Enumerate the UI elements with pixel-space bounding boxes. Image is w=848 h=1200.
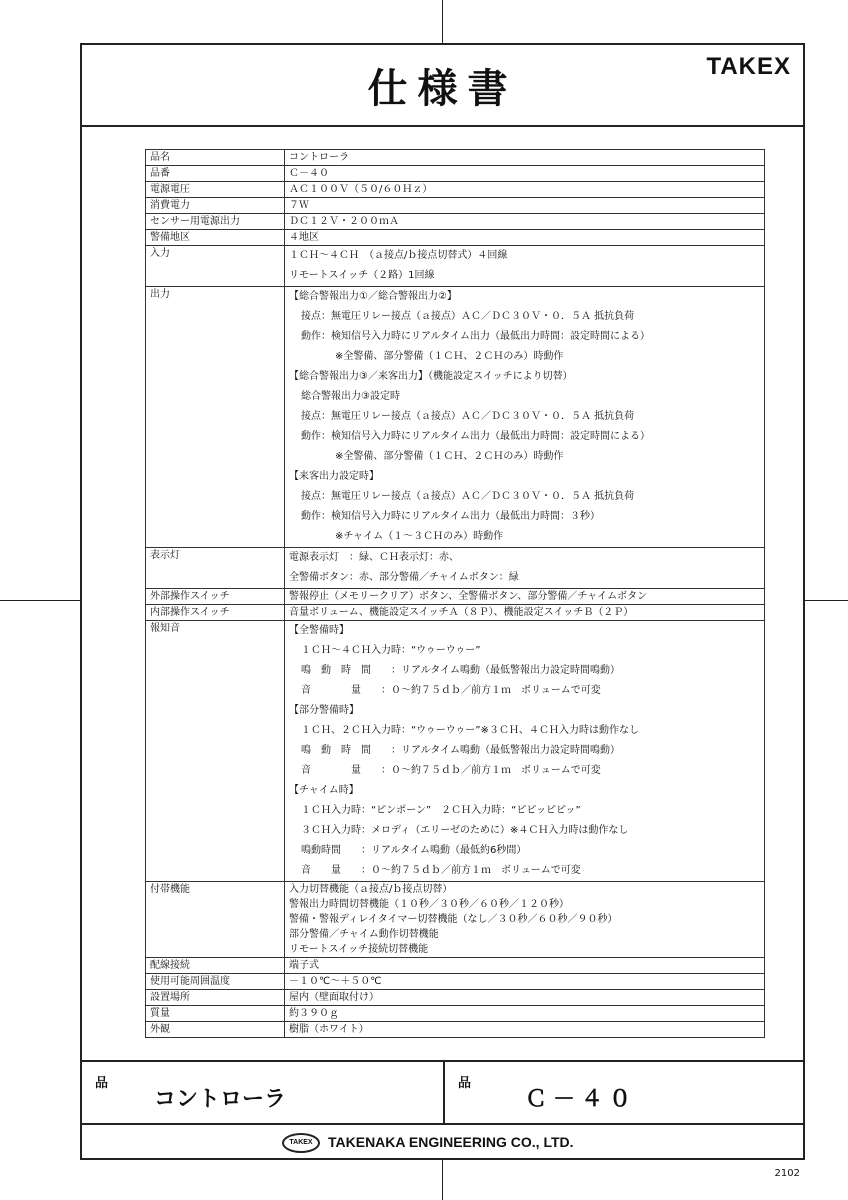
spec-value <box>285 198 765 214</box>
spec-value <box>285 990 765 1006</box>
spec-row <box>146 214 765 230</box>
spec-label: 使用可能周囲温度 <box>146 974 285 990</box>
spec-table <box>145 149 765 1038</box>
spec-value-line: １ＣＨ、２ＣＨ入力時：“ウゥーウゥー”※３ＣＨ、４ＣＨ入力時は動作なし <box>301 725 639 736</box>
spec-label: 設置場所 <box>146 990 285 1006</box>
spec-value-line: 音 量 ：０～約７５ｄｂ／前方１ｍ ボリュームで可変 <box>301 765 601 776</box>
spec-value <box>285 214 765 230</box>
spec-value-line: 警備・警報ディレイタイマー切替機能（なし／３０秒／６０秒／９０秒） <box>289 914 618 925</box>
spec-label: 配線接続 <box>146 958 285 974</box>
spec-row <box>146 621 765 882</box>
spec-value-line: 部分警備／チャイム動作切替機能 <box>289 929 439 940</box>
spec-value <box>285 958 765 974</box>
spec-value-line: 【総合警報出力③／来客出力】（機能設定スイッチにより切替） <box>289 371 573 382</box>
spec-value-line: 接点：無電圧リレー接点（ａ接点）ＡＣ／ＤＣ３０Ｖ・０．５Ａ 抵抗負荷 <box>301 411 635 422</box>
spec-value-line: リモートスイッチ接続切替機能 <box>289 944 429 955</box>
spec-value-line: 総合警報出力③設定時 <box>301 391 400 402</box>
spec-value-line: 約３９０ｇ <box>289 1008 339 1019</box>
spec-value-line: 音 量 ：０～約７５ｄｂ／前方１ｍ ボリュームで可変 <box>301 685 601 696</box>
spec-value-line: 【来客出力設定時】 <box>289 471 379 482</box>
product-code-mark: 品 <box>458 1076 472 1091</box>
spec-value-line: －１０℃～＋５０℃ <box>289 976 382 987</box>
document-title: 仕様書 <box>367 66 518 112</box>
spec-value <box>285 166 765 182</box>
spec-row <box>146 287 765 548</box>
spec-value <box>285 150 765 166</box>
spec-value-line: 【総合警報出力①／総合警報出力②】 <box>289 291 457 302</box>
spec-value-line: ＡＣ１００Ｖ（５０/６０Ｈｚ） <box>289 184 433 195</box>
spec-value-line: １ＣＨ～４ＣＨ入力時：“ウゥーウゥー” <box>301 645 481 656</box>
company-logo-icon: TAKEX <box>282 1133 320 1153</box>
spec-row <box>146 990 765 1006</box>
spec-value-line: 動作：検知信号入力時にリアルタイム出力（最低出力時間：設定時間による） <box>301 431 650 442</box>
spec-value-line: 動作：検知信号入力時にリアルタイム出力（最低出力時間：設定時間による） <box>301 331 650 342</box>
spec-value-line: コントローラ <box>289 152 349 163</box>
spec-label: 質量 <box>146 1006 285 1022</box>
sheet-header <box>82 45 803 127</box>
spec-value-line: １ＣＨ～４ＣＨ （ａ接点/ｂ接点切替式）４回線 <box>289 250 508 261</box>
spec-label: 外部操作スイッチ <box>146 589 285 605</box>
spec-label: 表示灯 <box>146 548 285 589</box>
spec-value-line: 【部分警備時】 <box>289 705 359 716</box>
spec-row <box>146 230 765 246</box>
spec-value-line: 電源表示灯 ：緑、ＣＨ表示灯：赤、 <box>289 552 459 563</box>
spec-row <box>146 150 765 166</box>
spec-value-line: ※全警備、部分警備（１ＣＨ、２ＣＨのみ）時動作 <box>335 351 564 362</box>
spec-value-line: 端子式 <box>289 960 319 971</box>
spec-row <box>146 166 765 182</box>
spec-row <box>146 605 765 621</box>
product-name-value: コントローラ <box>154 1087 287 1112</box>
spec-value-line: ４地区 <box>289 232 319 243</box>
company-name: TAKENAKA ENGINEERING CO., LTD. <box>328 1134 574 1150</box>
spec-value-line: 接点：無電圧リレー接点（ａ接点）ＡＣ／ＤＣ３０Ｖ・０．５Ａ 抵抗負荷 <box>301 311 635 322</box>
spec-value <box>285 882 765 958</box>
spec-value-line: 音 量 ：０～約７５ｄｂ／前方１ｍ ボリュームで可変 <box>301 865 581 876</box>
company-bar <box>82 1123 803 1160</box>
spec-value <box>285 287 765 548</box>
spec-row <box>146 182 765 198</box>
spec-value-line: １ＣＨ入力時：“ピンポーン” ２ＣＨ入力時：“ピピッピピッ” <box>301 805 581 816</box>
spec-sheet <box>80 43 805 1160</box>
spec-value-line: 鳴 動 時 間 ：リアルタイム鳴動（最低警報出力設定時間鳴動） <box>301 745 620 756</box>
registration-mark-bottom <box>442 1160 443 1200</box>
spec-label: 消費電力 <box>146 198 285 214</box>
spec-label: 付帯機能 <box>146 882 285 958</box>
spec-row <box>146 589 765 605</box>
spec-row <box>146 882 765 958</box>
spec-row <box>146 1022 765 1038</box>
spec-label: 内部操作スイッチ <box>146 605 285 621</box>
spec-value <box>285 246 765 287</box>
spec-label: 電源電圧 <box>146 182 285 198</box>
spec-row <box>146 1006 765 1022</box>
spec-value-line: ※チャイム（１～３ＣＨのみ）時動作 <box>335 531 504 542</box>
spec-value-line: 樹脂（ホワイト） <box>289 1024 369 1035</box>
spec-value-line: 警報停止（メモリークリア）ボタン、全警備ボタン、部分警備／チャイムボタン <box>289 591 648 602</box>
spec-row <box>146 548 765 589</box>
spec-value <box>285 621 765 882</box>
spec-value-line: ３ＣＨ入力時：メロディ（エリーゼのために）※４ＣＨ入力時は動作なし <box>301 825 629 836</box>
spec-value-line: 全警備ボタン：赤、部分警備／チャイムボタン：緑 <box>289 572 519 583</box>
spec-row <box>146 198 765 214</box>
spec-row <box>146 974 765 990</box>
spec-value-line: 警報出力時間切替機能（１０秒／３０秒／６０秒／１２０秒） <box>289 899 569 910</box>
spec-label: センサー用電源出力 <box>146 214 285 230</box>
spec-value-line: ※全警備、部分警備（１ＣＨ、２ＣＨのみ）時動作 <box>335 451 564 462</box>
spec-value <box>285 605 765 621</box>
registration-mark-top <box>442 0 443 43</box>
spec-value-line: 屋内（壁面取付け） <box>289 992 379 1003</box>
document-code: 2102 <box>774 1168 800 1179</box>
product-code-value: Ｃ－４０ <box>525 1087 638 1112</box>
registration-mark-right <box>805 600 848 601</box>
product-name-box <box>82 1062 445 1125</box>
product-code-box <box>445 1062 803 1125</box>
spec-value-line: 接点：無電圧リレー接点（ａ接点）ＡＣ／ＤＣ３０Ｖ・０．５Ａ 抵抗負荷 <box>301 491 635 502</box>
spec-value-line: 【チャイム時】 <box>289 785 359 796</box>
spec-value-line: 鳴動時間 ：リアルタイム鳴動（最低約6秒間） <box>301 845 527 856</box>
spec-value-line: Ｃ－４０ <box>289 168 329 179</box>
spec-value-line: ＤＣ１２Ｖ・２００ｍＡ <box>289 216 399 227</box>
spec-value <box>285 548 765 589</box>
spec-value-line: 入力切替機能（ａ接点/ｂ接点切替） <box>289 884 453 895</box>
spec-value <box>285 230 765 246</box>
spec-value <box>285 1006 765 1022</box>
product-name-mark: 品 <box>95 1076 109 1091</box>
registration-mark-left <box>0 600 80 601</box>
spec-value-line: 【全警備時】 <box>289 625 349 636</box>
spec-row <box>146 246 765 287</box>
spec-label: 入力 <box>146 246 285 287</box>
spec-label: 報知音 <box>146 621 285 882</box>
spec-value-line: 音量ボリューム、機能設定スイッチＡ（８Ｐ）、機能設定スイッチＢ（２Ｐ） <box>289 607 634 618</box>
spec-value <box>285 182 765 198</box>
spec-label: 警備地区 <box>146 230 285 246</box>
brand-logo: TAKEX <box>706 53 791 80</box>
spec-value-line: 動作：検知信号入力時にリアルタイム出力（最低出力時間：３秒） <box>301 511 600 522</box>
footer-row <box>82 1060 803 1125</box>
spec-row <box>146 958 765 974</box>
spec-value <box>285 974 765 990</box>
spec-value-line: ７Ｗ <box>289 200 309 211</box>
spec-label: 出力 <box>146 287 285 548</box>
spec-label: 外観 <box>146 1022 285 1038</box>
spec-label: 品番 <box>146 166 285 182</box>
spec-value-line: リモートスイッチ（２路）1回線 <box>289 270 435 281</box>
spec-label: 品名 <box>146 150 285 166</box>
spec-value <box>285 1022 765 1038</box>
spec-value-line: 鳴 動 時 間 ：リアルタイム鳴動（最低警報出力設定時間鳴動） <box>301 665 620 676</box>
spec-value <box>285 589 765 605</box>
